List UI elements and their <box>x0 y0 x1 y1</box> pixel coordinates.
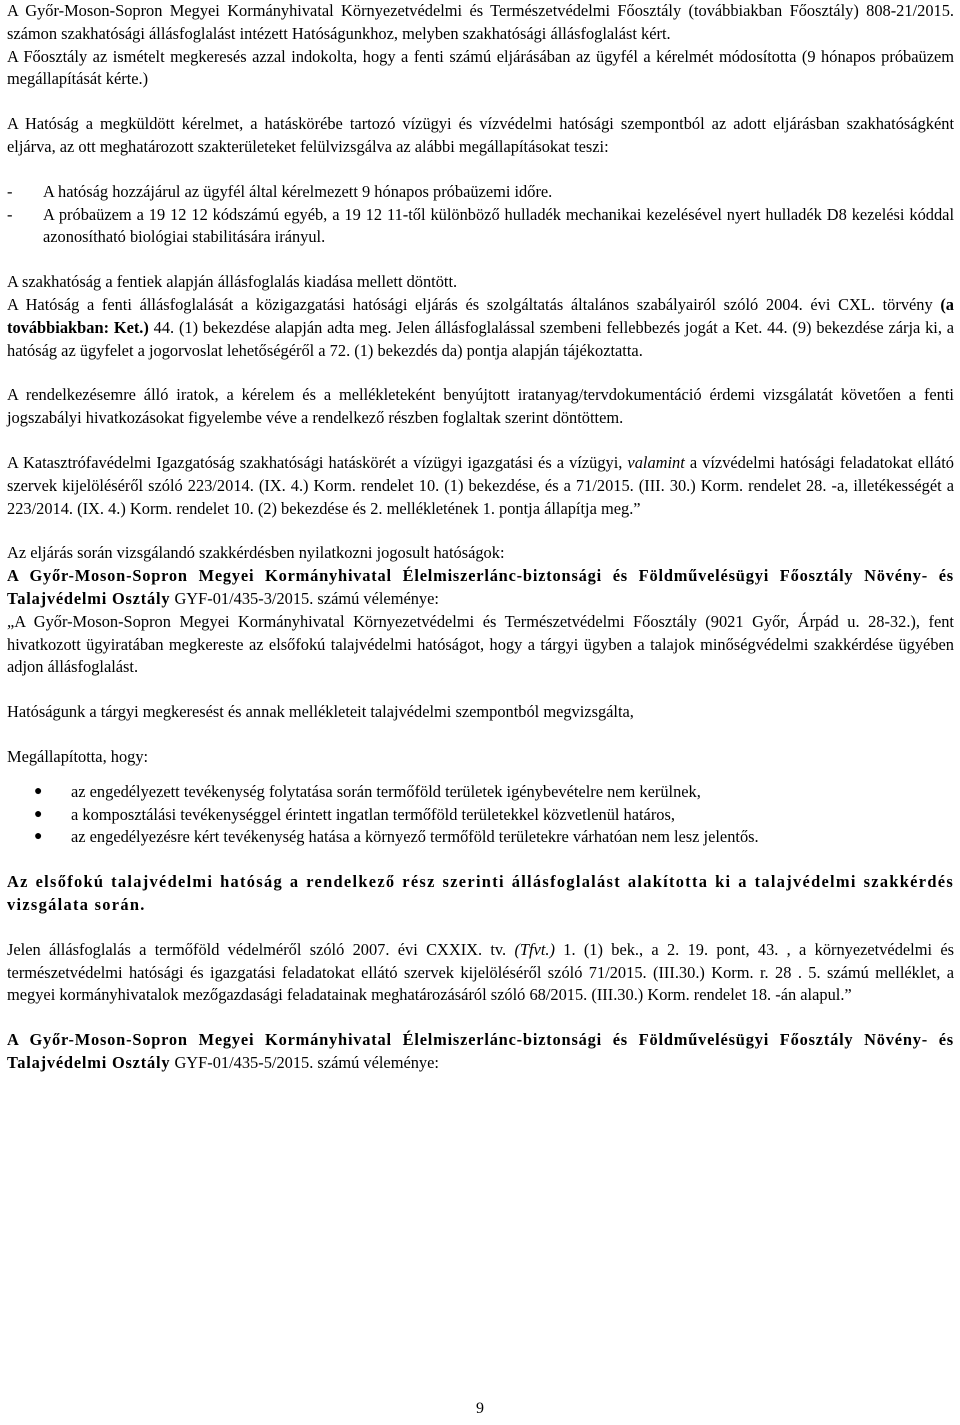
list-item: ● az engedélyezett tevékenység folytatása során termőföld területek igénybevételre nem kerülnek, <box>7 781 954 804</box>
document-page <box>7 0 954 1075</box>
paragraph-examination: Hatóságunk a tárgyi megkeresést és annak mellékleteit talajvédelmi szempontból megvizsgálta, <box>7 702 634 722</box>
paragraph-review: A rendelkezésemre álló iratok, a kérelem és a mellékleteként benyújtott iratanyag/tervdokumentáció érdemi vizsgálatát követően a fenti jogszabályi hivatkozásokat figyelembe véve a rendelkező részben foglaltak szerint döntöttem. <box>7 385 954 428</box>
list-item: - A próbaüzem a 19 12 12 kódszámú egyéb, a 19 12 11-től különböző hulladék mechanikai kezelésével nyert hulladék D8 kezelési kóddal azonosítható biológiai stabilitására irányul. <box>7 204 954 247</box>
list-item: ● az engedélyezésre kért tevékenység hatása a környező termőföld területekre várhatóan nem lesz jelentős. <box>7 826 954 849</box>
bullet-marker: ● <box>34 829 43 845</box>
bullet-marker: ● <box>34 783 43 799</box>
paragraph-decision: A szakhatóság a fentiek alapján állásfoglalás kiadása mellett döntött. <box>7 272 458 292</box>
list-item: ● a komposztálási tevékenységgel érintett ingatlan termőföld területekkel közvetlenül határos, <box>7 804 954 827</box>
paragraph-modification: A Főosztály az ismételt megkeresés azzal indokolta, hogy a fenti számú eljárásában az ügyfél a kérelmét módosította (9 hónapos próbaüzem megállapítását kérte.) <box>7 46 954 89</box>
paragraph-legal-basis: A Hatóság a fenti állásfoglalását a közigazgatási hatósági eljárás és szolgáltatás általános szabályairól szóló 2004. évi CXL. törvény (a továbbiakban: Ket.) 44. (1) bekezdése alapján adta meg. Jelen állásfoglalással szembeni fellebbezés jogát a Ket. 44. (9) bekezdése zárja ki, a hatóság az ügyfelet a jogorvoslat lehetőségéről a 72. (1) bekezdés da) pontja alapján tájékoztatta. <box>7 294 955 360</box>
established-list <box>7 781 954 849</box>
paragraph-basis: Jelen állásfoglalás a termőföld védelméről szóló 2007. évi CXXIX. tv. (Tfvt.) 1. (1) bek., a 2. 19. pont, 43. , a környezetvédelmi és természetvédelmi hatósági és igazgatási feladatokat ellátó szervek kijelöléséről szóló 71/2015. (III.30.) Korm. r. 28 . 5. számú melléklet, a megyei kormányhivatalok mezőgazdasági feladatainak meghatározásáról szóló 68/2015. (III.30.) Korm. rendelet 18. -án alapul.” <box>7 939 954 1005</box>
dash-marker: - <box>7 181 13 201</box>
paragraph-competence: A Katasztrófavédelmi Igazgatóság szakhatósági hatáskörét a vízügyi igazgatási és a vízügyi, valamint a vízvédelmi hatósági feladatokat ellátó szervek kijelöléséről szóló 223/2014. (IX. 4.) Korm. rendelet 10. (1) bekezdése, és a 71/2015. (III. 30.) Korm. rendelet 28. -a, illetékességét a 223/2014. (IX. 4.) Korm. rendelet 10. (2) bekezdése és 2. mellékletének 1. pontja állapítja meg.” <box>7 452 954 518</box>
dash-marker: - <box>7 204 13 224</box>
page-number: 9 <box>476 1400 484 1417</box>
bullet-marker: ● <box>34 806 43 822</box>
paragraph-conclusion: Az elsőfokú talajvédelmi hatóság a rendelkező rész szerinti állásfoglalást alakította ki a talajvédelmi szakkérdés vizsgálata során. <box>7 872 954 914</box>
paragraph-authorities: Az eljárás során vizsgálandó szakkérdésben nyilatkozni jogosult hatóságok: <box>7 543 505 563</box>
findings-list <box>7 181 954 249</box>
paragraph-opinion-quote: „A Győr-Moson-Sopron Megyei Kormányhivatal Környezetvédelmi és Természetvédelmi Főosztály (9021 Győr, Árpád u. 28-32.), fent hivatkozott ügyiratában megkereste az elsőfokú talajvédelmi hatóságot, hogy a tárgyi ügyben a talajok minőségvédelmi szakkérdése ügyében adjon állásfoglalást. <box>7 611 954 677</box>
paragraph-established: Megállapította, hogy: <box>7 746 149 766</box>
paragraph-opinion-heading-1: A Győr-Moson-Sopron Megyei Kormányhivatal Élelmiszerlánc-biztonsági és Földművelésügyi Főosztály Növény- és Talajvédelmi Osztály GYF-01/435-3/2015. számú véleménye: <box>7 566 954 608</box>
list-item: - A hatóság hozzájárul az ügyfél által kérelmezett 9 hónapos próbaüzemi időre. <box>7 181 954 204</box>
paragraph-findings-intro: A Hatóság a megküldött kérelmet, a hatáskörébe tartozó vízügyi és vízvédelmi hatósági szempontból az adott eljárásban szakhatóságként eljárva, az ott meghatározott szakterületeket felülvizsgálva az alábbi megállapításokat teszi: <box>7 114 954 156</box>
paragraph-opinion-heading-2: A Győr-Moson-Sopron Megyei Kormányhivatal Élelmiszerlánc-biztonsági és Földművelésügyi Főosztály Növény- és Talajvédelmi Osztály GYF-01/435-5/2015. számú véleménye: <box>7 1030 954 1072</box>
paragraph-request: A Győr-Moson-Sopron Megyei Kormányhivatal Környezetvédelmi és Természetvédelmi Főosztály (továbbiakban Főosztály) 808-21/2015. számon szakhatósági állásfoglalást intézett Hatóságunkhoz, melyben szakhatósági állásfoglalást kért. <box>7 1 954 43</box>
